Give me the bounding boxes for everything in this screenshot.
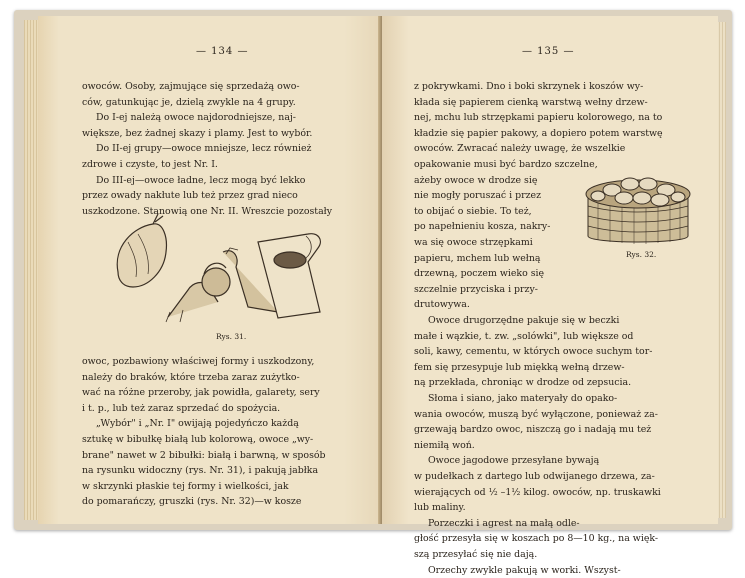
text-line: lub maliny. [414,500,706,516]
text-line: ną przekłada, chroniąc w drodze od zepsucia. [414,375,706,391]
text-line: ażeby owoce w drodze się [414,173,564,189]
text-line: Owoce drugorzędne pakuje się w beczki [414,313,706,329]
text-line: to obijać o siebie. To też, [414,204,564,220]
right-text-top [414,79,706,157]
left-page [38,16,386,524]
text-line: Do I-ej należą owoce najdorodniejsze, naj- [82,110,372,126]
text-line: owoców. Zwracać należy uwagę, że wszelkie [414,141,706,157]
text-line: drutowywa. [414,297,564,313]
figure-caption-left: Rys. 31. [216,332,246,341]
left-text-top [82,79,372,219]
text-line: po napełnieniu kosza, nakry- [414,219,564,235]
figure-caption-right: Rys. 32. [626,250,656,259]
text-line: wania owoców, muszą być wyłączone, ponieważ za- [414,407,706,423]
text-line: fem się przesypuje lub miękką wełną drzew- [414,360,706,376]
text-line: należy do braków, które trzeba zaraz zużytko- [82,370,372,386]
figure-fruit-basket [578,166,698,248]
text-line: niemiłą woń. [414,438,706,454]
text-line: kładzie się papier pakowy, a dopiero potem warstwę [414,126,706,142]
text-line: Do III-ej—owoce ładne, lecz mogą być lekko [82,173,372,189]
text-line: sztukę w bibułkę białą lub kolorową, owoce „wy- [82,432,372,448]
text-line: opakowanie musi być bardzo szczelne, [414,157,706,173]
text-line: na rysunku widoczny (rys. Nr. 31), i pakują jabłka [82,463,372,479]
text-line: głość przesyła się w koszach po 8—10 kg., na więk- [414,531,706,547]
text-line: zdrowe i czyste, to jest Nr. I. [82,157,372,173]
text-line: Owoce jagodowe przesyłane bywają [414,453,706,469]
right-text-bottom [414,313,706,578]
page-number-left: — 134 — [196,46,248,57]
text-line: Do II-ej grupy—owoce mniejsze, lecz również [82,141,372,157]
text-line: przez owady nakłute lub też przez grad nieco [82,188,372,204]
text-line: owoców. Osoby, zajmujące się sprzedażą owo- [82,79,372,95]
right-page [382,16,718,524]
text-line: wać na różne przeroby, jak powidła, galarety, sery [82,385,372,401]
text-line: owoc, pozbawiony właściwej formy i uszkodzony, [82,354,372,370]
text-line: nie mogły poruszać i przez [414,188,564,204]
text-line: do pomarańczy, gruszki (rys. Nr. 32)—w kosze [82,494,372,510]
text-line: Słoma i siano, jako materyały do opako- [414,391,706,407]
text-line: szczelnie przyciska i przy- [414,282,564,298]
text-line: małe i wązkie, t. zw. „solówki", lub większe od [414,329,706,345]
text-line: soli, kawy, cementu, w których owoce suchym tor- [414,344,706,360]
text-line: uszkodzone. Stanowią one Nr. II. Wreszcie pozostały [82,204,372,220]
text-line: w skrzynki płaskie tej formy i wielkości, jak [82,479,372,495]
left-text-bottom [82,354,372,510]
text-line: brane" nawet w 2 bibułki: białą i barwną, w sposób [82,448,372,464]
text-line: szą przesyłać się nie dają. [414,547,706,563]
open-book [14,10,732,530]
right-text-wrap [414,157,564,313]
text-line: nej, mchu lub strzępkami papieru kolorowego, na to [414,110,706,126]
page-number-right: — 135 — [522,46,574,57]
text-line: Orzechy zwykle pakują w worki. Wszyst- [414,563,706,578]
text-line: większe, bez żadnej skazy i plamy. Jest to wybór. [82,126,372,142]
text-line: papieru, mchem lub wełną [414,251,564,267]
text-line: ców, gatunkując je, dzielą zwykle na 4 grupy. [82,95,372,111]
text-line: „Wybór" i „Nr. I" owijają pojedyńczo każdą [82,416,372,432]
text-line: z pokrywkami. Dno i boki skrzynek i koszów wy- [414,79,706,95]
text-line: drzewną, poczem wieko się [414,266,564,282]
text-line: kłada się papierem cienką warstwą wełny drzew- [414,95,706,111]
text-line: wierających od ½ –1½ kilog. owoców, np. truskawki [414,485,706,501]
text-line: i t. p., lub też zaraz sprzedać do spożycia. [82,401,372,417]
text-line: w pudełkach z dartego lub odwijanego drzewa, za- [414,469,706,485]
text-line: grzewają bardzo owoc, niszczą go i nadają mu też [414,422,706,438]
text-line: Porzeczki i agrest na małą odle- [414,516,706,532]
text-line: wa się owoce strzępkami [414,235,564,251]
figure-wrapping-apple [108,212,328,322]
